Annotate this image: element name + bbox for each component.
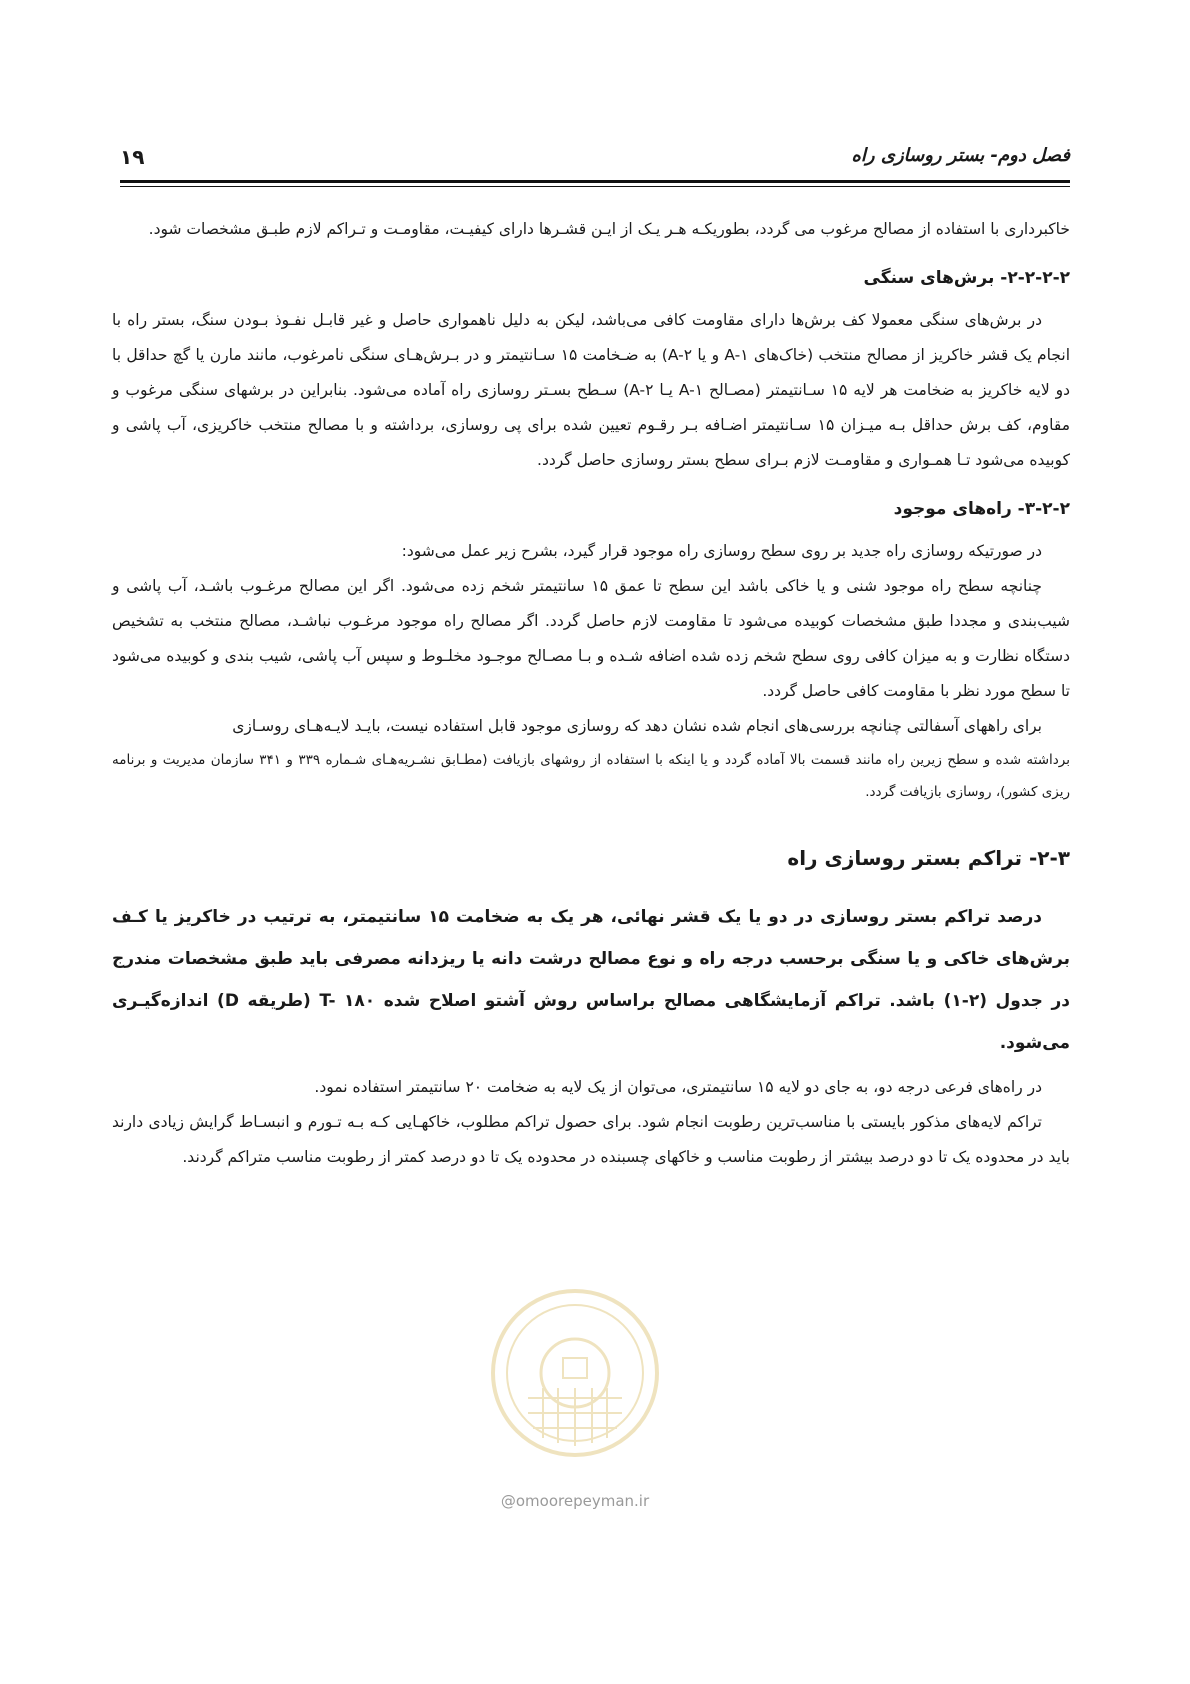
existing-roads-paragraph-1: در صورتیکه روسازی راه جدید بر روی سطح روسازی راه موجود قرار گیرد، بشرح زیر عمل می‌شود: — [401, 542, 1042, 560]
rock-cuts-paragraph: در برش‌های سنگی معمولا کف برش‌ها دارای مقاومت کافی می‌باشد، لیکن به دلیل ناهمواری حاصل و غیر قابـل نفـوذ بـودن سنگ، بستر راه با انجام یک قشر خاکریز از مصالح منتخب (خاک‌های A-۱ و یا A-۲) به ضـخامت ۱۵ سـانتیمتر و در بـرش‌هـای سنگی نامرغوب، مانند مارن یا گچ حداقل با دو لایه خاکریز به ضخامت هر لایه ۱۵ سـانتیمتر (مصـالح A-۱ یـا A-۲) سـطح بسـتر روسازی راه آماده می‌شود. بنابراین در برشهای سنگی مرغوب و مقاوم، کف برش حداقل بـه میـزان ۱۵ سـانتیمتر اضـافه بـر رقـوم تعیین شده برای پی روسازی، برداشته و با مصالح منتخب خاکریزی، آب پاشی و کوبیده می‌شود تـا همـواری و مقاومـت لازم بـرای سطح بستر روسازی حاصل گردد. — [112, 311, 1071, 469]
heading-compaction: ۲-۳- تراکم بستر روسازی راه — [787, 846, 1070, 870]
page-body — [112, 212, 1070, 1175]
page-header — [120, 145, 1070, 185]
header-rule-thick — [120, 180, 1070, 183]
existing-roads-paragraph-4: برداشته شده و سطح زیرین راه مانند قسمت بالا آماده گردد و یا اینکه با استفاده از روشهای بازیافت (مطـابق نشـریه‌هـای شـماره ۳۳۹ و ۳۴۱ سازمان مدیریت و برنامه ریزی کشور)، روسازی بازیافت گردد. — [112, 752, 1070, 800]
existing-roads-paragraph-2: چنانچه سطح راه موجود شنی و یا خاکی باشد این سطح تا عمق ۱۵ سانتیمتر شخم زده می‌شود. اگر این مصالح مرغـوب باشـد، آب پاشی و شیب‌بندی و مجددا طبق مشخصات کوبیده می‌شود تا مقاومت لازم حاصل گردد. اگر مصالح راه موجود مرغـوب نباشـد، مصالح منتخب به تشخیص دستگاه نظارت و به میزان کافی روی سطح شخم زده شده اضافه شـده و بـا مصـالح موجـود مخلـوط و سپس آب پاشی، شیب بندی و کوبیده می‌شود تا سطح مورد نظر با مقاومت کافی حاصل گردد. — [112, 577, 1070, 700]
heading-rock-cuts: ۲-۲-۲-۲- برش‌های سنگی — [863, 268, 1070, 288]
existing-roads-paragraph-3: برای راههای آسفالتی چنانچه بررسی‌های انجام شده نشان دهد که روسازی موجود قابل استفاده نیست، بایـد لایـه‌هـای روسـازی — [232, 717, 1042, 735]
watermark-seal — [488, 1278, 663, 1488]
compaction-bold-paragraph: درصد تراکم بستر روسازی در دو یا یک قشر نهائی، هر یک به ضخامت ۱۵ سانتیمتر، به ترتیب در خاکریز یا کـف برش‌های خاکی و یا سنگی برحسب درجه راه و نوع مصالح درشت دانه یا ریزدانه مصرفی باید طبق مشخصات مندرج در جدول (۲-۱) باشد. تراکم آزمایشگاهی مصالح براساس روش آشتو اصلاح شده T- ۱۸۰ (طریقه D) اندازه‌گیـری می‌شود. — [112, 907, 1070, 1053]
intro-paragraph: خاکبرداری با استفاده از مصالح مرغوب می گردد، بطوریکـه هـر یـک از ایـن قشـرها دارای کیفیـت، مقاومـت و تـراکم لازم طبـق مشخصات شود. — [148, 220, 1070, 238]
watermark-url: @omoorepeyman.ir — [500, 1492, 650, 1510]
header-rule-thin — [120, 186, 1070, 187]
heading-existing-roads: ۳-۲-۲- راه‌های موجود — [893, 499, 1070, 519]
chapter-title: فصل دوم- بستر روسازی راه — [851, 145, 1070, 166]
compaction-paragraph-2: در راه‌های فرعی درجه دو، به جای دو لایه ۱۵ سانتیمتری، می‌توان از یک لایه به ضخامت ۲۰ سانتیمتر استفاده نمود. — [314, 1078, 1042, 1096]
page-number: ۱۹ — [120, 145, 145, 169]
compaction-paragraph-3: تراکم لایه‌های مذکور بایستی با مناسب‌ترین رطوبت انجام شود. برای حصول تراکم مطلوب، خاکهـایی کـه بـه تـورم و انبسـاط گرایش زیادی دارند باید در محدوده یک تا دو درصد بیشتر از رطوبت مناسب و خاکهای چسبنده در محدوده یک تا دو درصد کمتر از رطوبت مناسب متراکم گردند. — [112, 1113, 1070, 1166]
